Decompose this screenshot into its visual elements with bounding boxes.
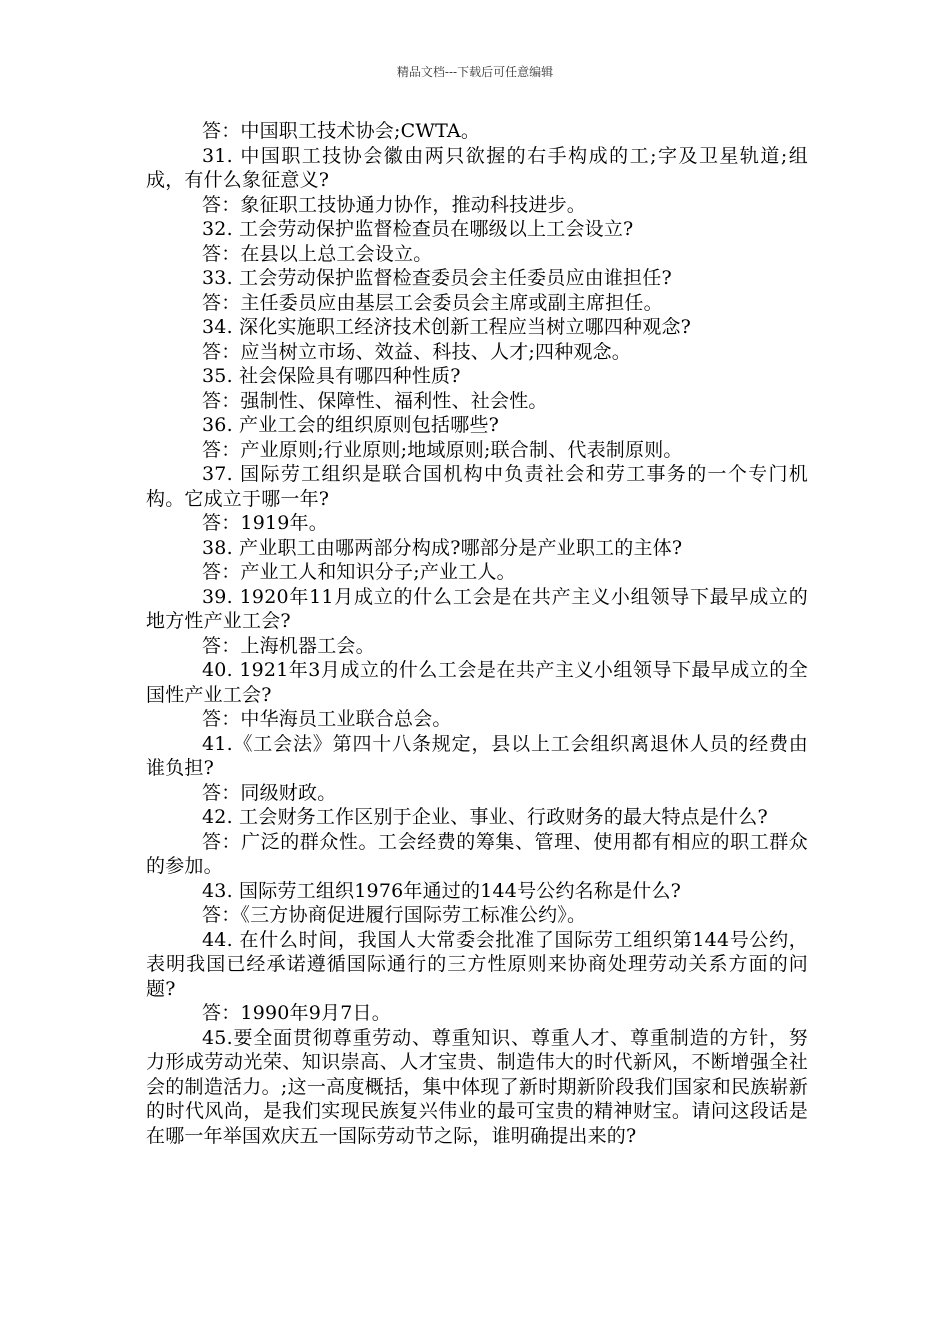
answer-paragraph: 答：中国职工技术协会;CWTA。 — [202, 120, 481, 142]
page-header: 精品文档---下载后可任意编辑 — [396, 65, 554, 79]
question-paragraph: 41.《工会法》第四十八条规定，县以上工会组织离退休人员的经费由谁负担? — [146, 732, 808, 779]
question-paragraph: 44. 在什么时间，我国人大常委会批准了国际劳工组织第144号公约，表明我国已经承诺遵循国际通行的三方性原则来协商处理劳动关系方面的问题? — [146, 928, 808, 1000]
answer-paragraph: 答：同级财政。 — [202, 781, 337, 804]
question-paragraph: 45.要全面贯彻尊重劳动、尊重知识、尊重人才、尊重制造的方针，努力形成劳动光荣、知识崇高、人才宝贵、制造伟大的时代新风，不断增强全社会的制造活力。;这一高度概括，集中体现了新时期新阶段我们国家和民族崭新的时代风尚，是我们实现民族复兴伟业的最可宝贵的精神财宝。请问这段话是在哪一年举国欢庆五一国际劳动节之际，谁明确提出来的? — [146, 1026, 808, 1147]
question-paragraph: 39. 1920年11月成立的什么工会是在共产主义小组领导下最早成立的地方性产业工会? — [146, 585, 808, 632]
answer-paragraph: 答：上海机器工会。 — [202, 634, 375, 657]
question-paragraph: 32. 工会劳动保护监督检查员在哪级以上工会设立? — [202, 218, 634, 240]
answer-paragraph: 答：产业工人和知识分子;产业工人。 — [202, 561, 516, 583]
answer-paragraph: 答：中华海员工业联合总会。 — [202, 708, 452, 730]
answer-paragraph: 答：主任委员应由基层工会委员会主席或副主席担任。 — [202, 291, 663, 314]
answer-paragraph: 答：象征职工技协通力协作，推动科技进步。 — [202, 193, 587, 216]
answer-paragraph: 答：应当树立市场、效益、科技、人才;四种观念。 — [202, 340, 632, 363]
answer-paragraph: 答：产业原则;行业原则;地域原则;联合制、代表制原则。 — [202, 438, 683, 461]
answer-paragraph: 答：强制性、保障性、福利性、社会性。 — [202, 389, 548, 412]
answer-paragraph: 答：广泛的群众性。工会经费的筹集、管理、使用都有相应的职工群众的参加。 — [146, 830, 808, 877]
question-paragraph: 35. 社会保险具有哪四种性质? — [202, 365, 461, 387]
question-paragraph: 36. 产业工会的组织原则包括哪些? — [202, 414, 500, 436]
document-body — [146, 119, 808, 1148]
question-paragraph: 43. 国际劳工组织1976年通过的144号公约名称是什么? — [202, 879, 682, 902]
answer-paragraph: 答：1990年9月7日。 — [202, 1002, 391, 1024]
question-paragraph: 34. 深化实施职工经济技术创新工程应当树立哪四种观念? — [202, 316, 692, 338]
answer-paragraph: 答：《三方协商促进履行国际劳工标准公约》。 — [202, 904, 587, 926]
question-paragraph: 33. 工会劳动保护监督检查委员会主任委员应由谁担任? — [202, 267, 672, 289]
question-paragraph: 38. 产业职工由哪两部分构成?哪部分是产业职工的主体? — [202, 536, 683, 559]
question-paragraph: 42. 工会财务工作区别于企业、事业、行政财务的最大特点是什么? — [202, 806, 768, 828]
answer-paragraph: 答：1919年。 — [202, 512, 328, 534]
question-paragraph: 37. 国际劳工组织是联合国机构中负责社会和劳工事务的一个专门机构。它成立于哪一年? — [146, 463, 808, 510]
question-paragraph: 31. 中国职工技协会徽由两只欲握的右手构成的工;字及卫星轨道;组成，有什么象征意义? — [146, 144, 808, 191]
question-paragraph: 40. 1921年3月成立的什么工会是在共产主义小组领导下最早成立的全国性产业工会? — [146, 659, 808, 706]
answer-paragraph: 答：在县以上总工会设立。 — [202, 242, 433, 265]
